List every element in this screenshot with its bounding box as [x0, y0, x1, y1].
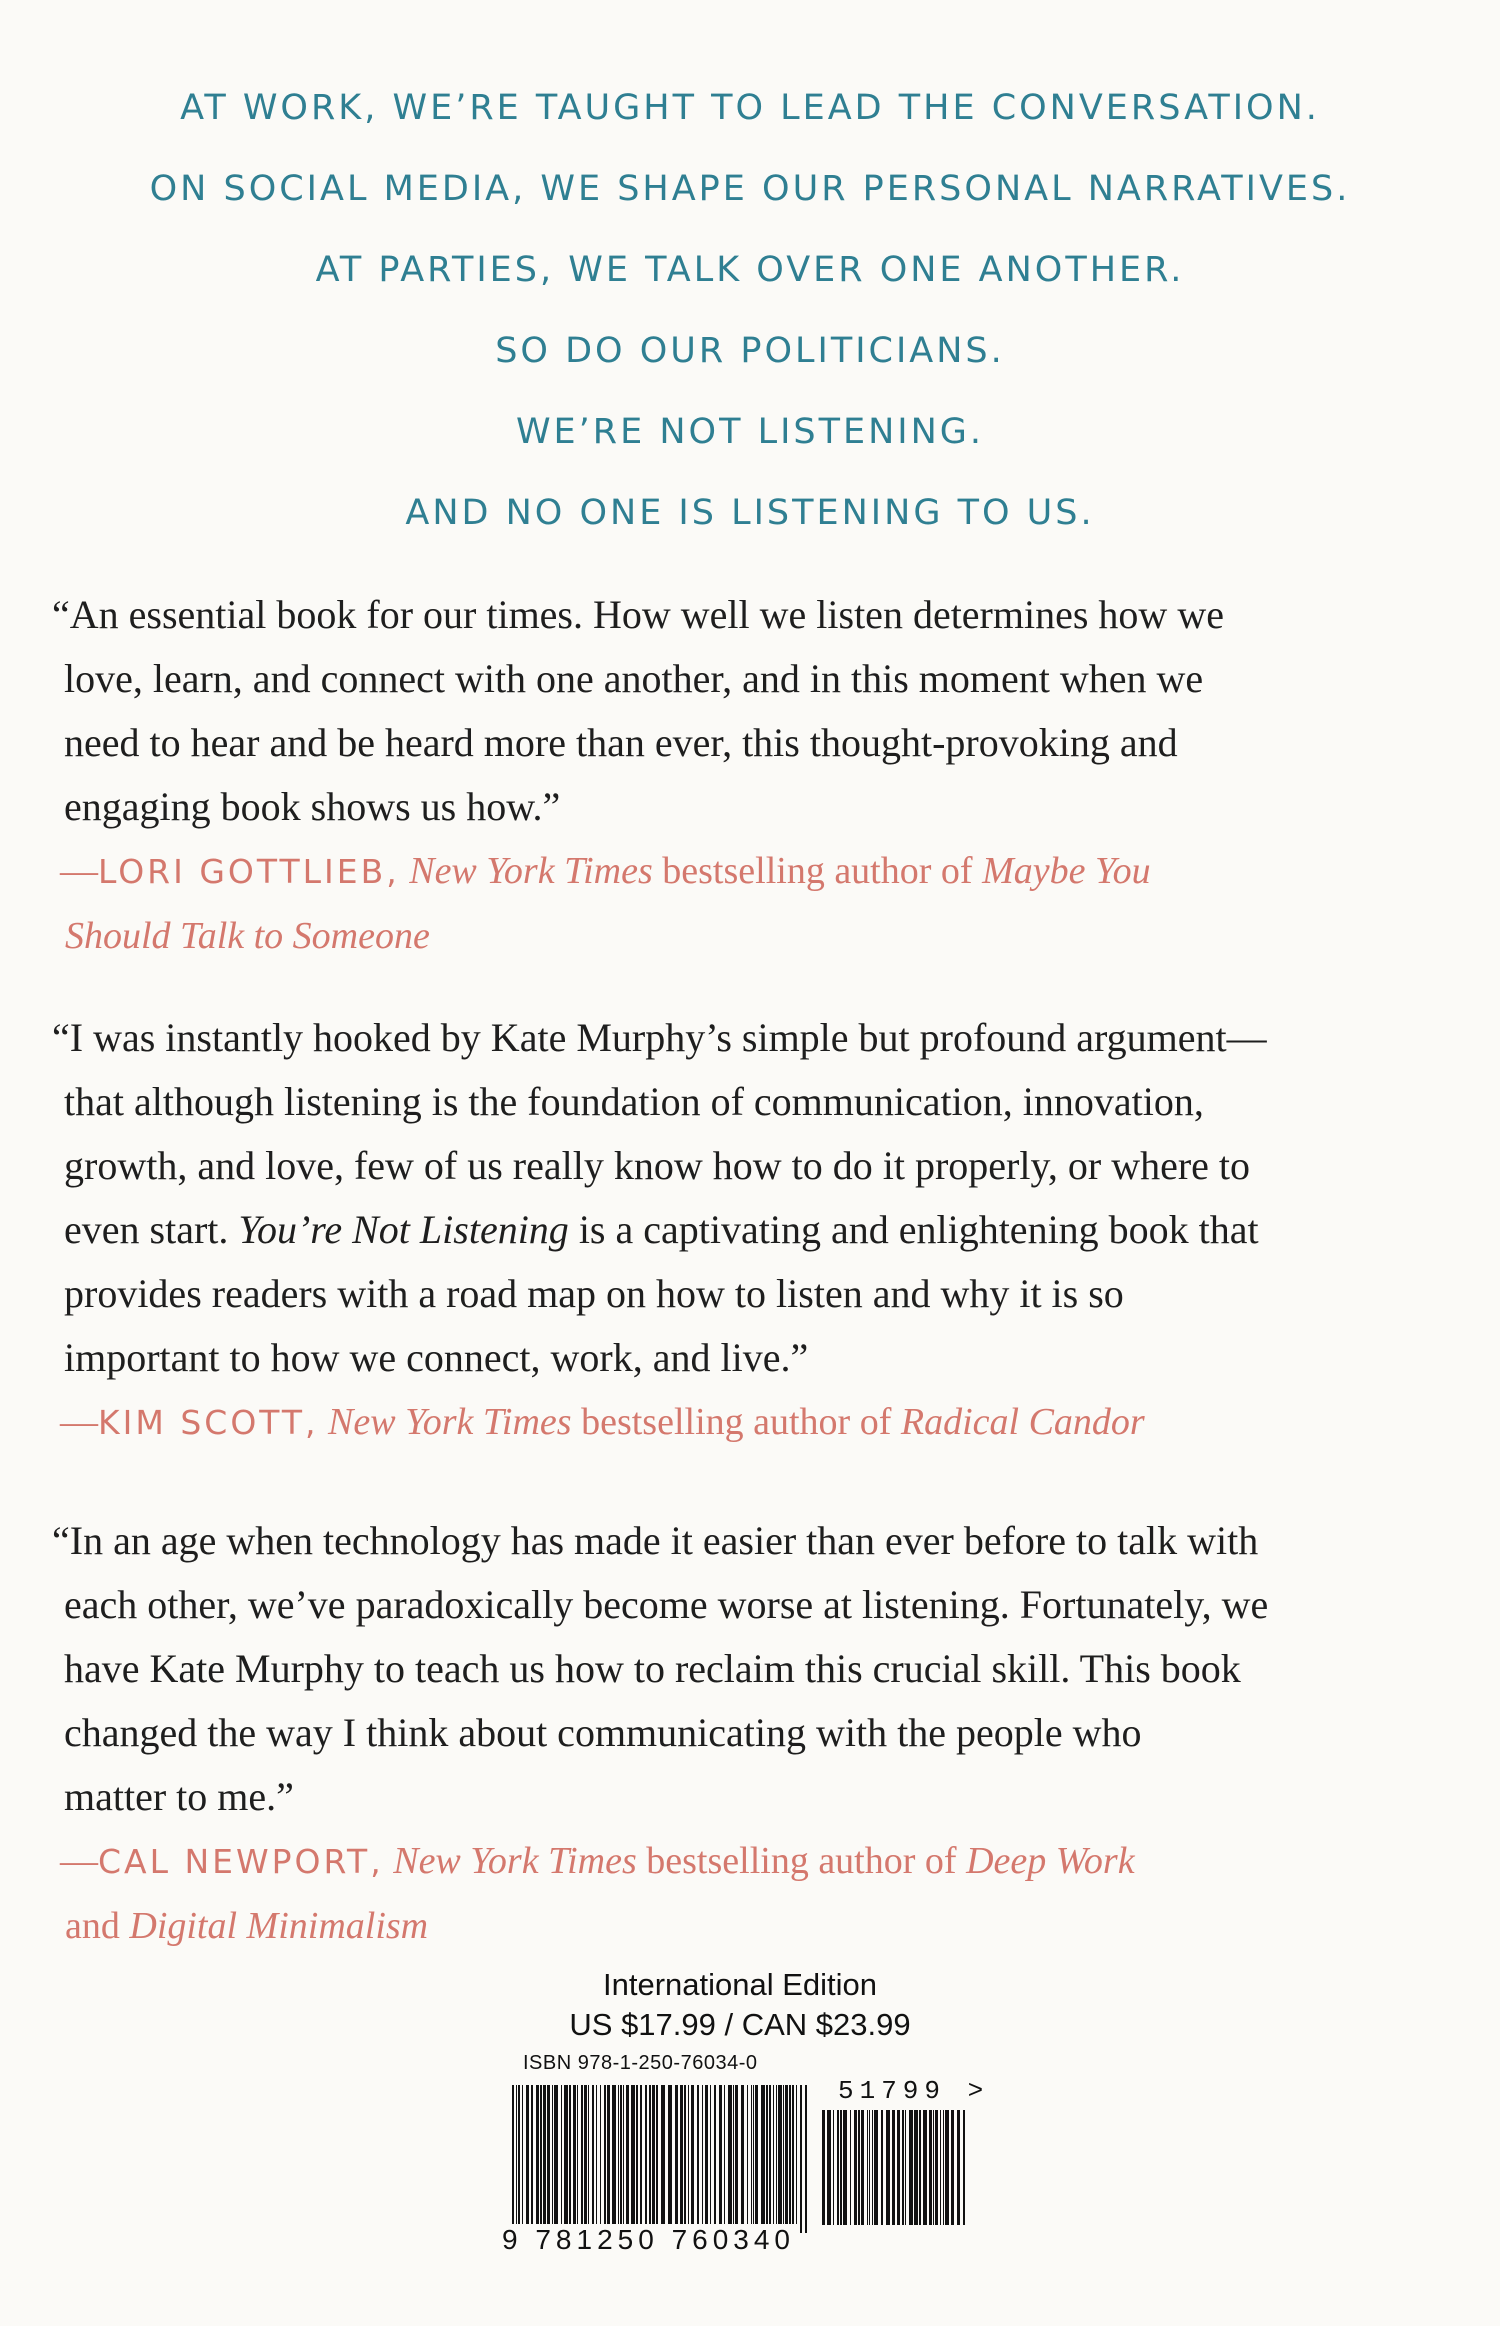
barcode-bar: [783, 2085, 784, 2225]
barcode-bar: [872, 2110, 873, 2225]
barcode-bar: [710, 2085, 711, 2225]
blurb-text: [52, 583, 1440, 839]
barcode-bar: [526, 2085, 529, 2225]
headline-line: AT WORK, WE’RE TAUGHT TO LEAD THE CONVERSATION.: [180, 88, 1320, 128]
barcode-bar: [612, 2085, 616, 2225]
blurb-line: [64, 1198, 1440, 1262]
barcode-bar: [652, 2085, 655, 2225]
barcode-bar: [923, 2110, 927, 2225]
barcode-bar: [554, 2085, 558, 2225]
headline-line: WE’RE NOT LISTENING.: [515, 412, 985, 452]
barcode-bar: [753, 2085, 754, 2225]
blurb-line: “I was instantly hooked by Kate Murphy’s simple but profound argument—: [52, 1015, 1267, 1060]
blurb-line-start: even start.: [64, 1207, 239, 1252]
barcode-bar: [600, 2085, 601, 2225]
barcode-bar: [789, 2085, 791, 2225]
barcode-bar: [929, 2110, 932, 2225]
barcode-bar: [531, 2085, 533, 2225]
barcode-bar: [796, 2085, 797, 2225]
barcode-bar: [905, 2110, 906, 2225]
attribution-name: LORI GOTTLIEB,: [98, 852, 400, 891]
barcode-bar: [649, 2085, 651, 2225]
barcode-bar: [516, 2085, 517, 2233]
barcode-bar: [858, 2110, 860, 2225]
barcode-bar: [512, 2085, 514, 2233]
headline-line: AND NO ONE IS LISTENING TO US.: [405, 493, 1095, 533]
attribution-dash: —: [60, 1401, 98, 1443]
barcode-bar: [761, 2085, 765, 2225]
attribution-work: Maybe You: [982, 850, 1151, 892]
barcode-bar: [645, 2085, 647, 2225]
attribution-work: Radical Candor: [900, 1401, 1145, 1443]
barcode-bar: [735, 2085, 738, 2225]
attribution-continued: [60, 1894, 1440, 1958]
blurb-scott: [52, 1006, 1440, 1455]
headline-line: AT PARTIES, WE TALK OVER ONE ANOTHER.: [315, 250, 1185, 290]
barcode-bar: [702, 2085, 703, 2225]
barcode-bar: [897, 2110, 900, 2225]
headline-block: [0, 68, 1500, 554]
barcode-bar: [592, 2085, 594, 2225]
barcode-bar: [547, 2085, 550, 2225]
barcode-bar: [886, 2110, 890, 2225]
blurb-line: matter to me.”: [64, 1774, 294, 1819]
attribution-source: New York Times: [328, 1401, 572, 1443]
blurb-line: love, learn, and connect with one another, and in this moment when we: [64, 656, 1204, 701]
barcode-bar: [596, 2085, 597, 2225]
barcode-bar: [741, 2085, 744, 2225]
barcode-bar: [945, 2110, 949, 2225]
headline-line: ON SOCIAL MEDIA, WE SHAPE OUR PERSONAL NARRATIVES.: [149, 169, 1351, 209]
blurb-line: that although listening is the foundation of communication, innovation,: [64, 1079, 1204, 1124]
barcode-bar: [951, 2110, 954, 2225]
barcode-bar: [581, 2085, 583, 2225]
blurb-line: important to how we connect, work, and live.”: [64, 1335, 809, 1380]
barcode-bar: [536, 2085, 539, 2225]
barcode-bar: [935, 2110, 938, 2225]
price-block: [520, 1965, 960, 2045]
blurb-attribution: [60, 1829, 1440, 1958]
barcode-bar: [618, 2085, 619, 2225]
barcode-bar: [623, 2085, 624, 2225]
blurb-line-end: is a captivating and enlightening book that: [568, 1207, 1259, 1252]
barcode-bar: [769, 2085, 771, 2225]
barcode-bar: [867, 2110, 868, 2225]
barcode-bar: [620, 2085, 622, 2225]
ean-digits: 9 781250 760340: [498, 2224, 799, 2256]
attribution-conjunction: and: [65, 1905, 130, 1947]
barcode-bar: [656, 2085, 658, 2233]
barcode-bar: [805, 2085, 807, 2233]
barcode-bar: [914, 2110, 918, 2225]
barcode-bar: [902, 2110, 904, 2225]
barcode-bar: [724, 2085, 725, 2225]
barcode-bar: [631, 2085, 635, 2225]
barcode-bar: [854, 2110, 857, 2225]
barcode-bar: [640, 2085, 642, 2225]
barcode-bar: [943, 2110, 944, 2225]
blurb-attribution: [60, 1390, 1440, 1455]
blurb-gottlieb: [52, 583, 1440, 968]
attribution-source: New York Times: [393, 1840, 637, 1882]
book-title-mention: You’re Not Listening: [238, 1207, 569, 1252]
barcode-bar: [552, 2085, 553, 2225]
barcode-bar: [714, 2085, 716, 2225]
blurb-line: need to hear and be heard more than ever, this thought-provoking and: [64, 720, 1178, 765]
blurb-line: growth, and love, few of us really know how to do it properly, or where to: [64, 1143, 1251, 1188]
barcode-bar: [733, 2085, 734, 2225]
barcode-bar: [963, 2110, 965, 2225]
blurb-line: engaging book shows us how.”: [64, 784, 561, 829]
blurb-line: “An essential book for our times. How well we listen determines how we: [52, 592, 1224, 637]
headline-line: SO DO OUR POLITICIANS.: [495, 331, 1005, 371]
barcode-bar: [705, 2085, 708, 2225]
barcode-bar: [778, 2085, 782, 2225]
blurb-line: have Kate Murphy to teach us how to reclaim this crucial skill. This book: [64, 1646, 1241, 1691]
attribution-dash: —: [60, 850, 98, 892]
barcode-bar: [843, 2110, 847, 2225]
blurb-line: each other, we’ve paradoxically become worse at listening. Fortunately, we: [64, 1582, 1269, 1627]
barcode-bar: [874, 2110, 878, 2225]
blurb-line: changed the way I think about communicating with the people who: [64, 1710, 1142, 1755]
ean-barcode: [510, 2085, 810, 2235]
barcode-bar: [747, 2085, 748, 2225]
barcode-bar: [728, 2085, 732, 2225]
blurb-attribution: [60, 839, 1440, 968]
barcode-bar: [691, 2085, 694, 2225]
barcode-bar: [522, 2085, 523, 2225]
blurb-text: [52, 1509, 1440, 1829]
barcode-bar: [540, 2085, 542, 2225]
blurb-text: [52, 1006, 1440, 1390]
barcode-bar: [577, 2085, 578, 2225]
barcode-bar: [569, 2085, 571, 2225]
barcode-bar: [940, 2110, 941, 2225]
barcode-bar: [840, 2110, 842, 2225]
barcode-bar: [792, 2085, 794, 2225]
barcode-bar: [607, 2085, 610, 2225]
barcode-bar: [751, 2085, 752, 2225]
barcode-bar: [837, 2110, 839, 2225]
blurb-newport: [52, 1509, 1440, 1958]
barcode-bar: [518, 2085, 520, 2233]
blurb-line: provides readers with a road map on how to listen and why it is so: [64, 1271, 1124, 1316]
barcode-bar: [561, 2085, 562, 2225]
barcode-bar: [573, 2085, 576, 2225]
attribution-role: bestselling author of: [571, 1401, 901, 1443]
barcode-bar: [892, 2110, 895, 2225]
barcode-bar: [827, 2110, 831, 2225]
barcode-bar: [626, 2085, 629, 2225]
attribution-dash: —: [60, 1840, 98, 1882]
barcode-bar: [584, 2085, 587, 2225]
barcode-bar: [773, 2085, 774, 2225]
barcode-bar: [822, 2110, 825, 2225]
barcode-bar: [543, 2085, 546, 2225]
barcode-bar: [957, 2110, 960, 2225]
price-label: US $17.99 / CAN $23.99: [569, 2007, 911, 2042]
barcode-bar: [766, 2085, 768, 2225]
barcode-bar: [661, 2085, 665, 2233]
barcode-bar: [697, 2085, 699, 2225]
barcode-bar: [755, 2085, 758, 2225]
barcode-bar: [833, 2110, 834, 2225]
barcode-bar: [861, 2110, 864, 2225]
barcode-bar: [564, 2085, 568, 2225]
edition-label: International Edition: [602, 1967, 878, 2002]
barcode-bar: [933, 2110, 934, 2225]
barcode-bar: [881, 2110, 883, 2225]
barcode-bar: [800, 2085, 802, 2233]
barcode-bar: [785, 2085, 788, 2225]
addon-digits: 51799 >: [838, 2076, 990, 2106]
blurb-line: “In an age when technology has made it easier than ever before to talk with: [52, 1518, 1259, 1563]
barcode-bar: [668, 2085, 672, 2225]
barcode-bar: [675, 2085, 678, 2225]
attribution-work: Digital Minimalism: [129, 1905, 429, 1947]
barcode-bar: [688, 2085, 689, 2225]
barcode-bar: [684, 2085, 686, 2225]
addon-barcode: [820, 2110, 970, 2230]
attribution-name: KIM SCOTT,: [98, 1403, 319, 1442]
barcode-bar: [919, 2110, 921, 2225]
attribution-source: New York Times: [409, 850, 653, 892]
barcode-bar: [680, 2085, 683, 2225]
attribution-role: bestselling author of: [636, 1840, 967, 1882]
attribution-work: Should Talk to Someone: [65, 915, 430, 957]
barcode-bar: [636, 2085, 638, 2225]
barcode-bar: [909, 2110, 913, 2225]
attribution-name: CAL NEWPORT,: [98, 1842, 384, 1881]
attribution-work: Deep Work: [966, 1840, 1135, 1882]
barcode-bar: [869, 2110, 870, 2225]
isbn-label: ISBN 978-1-250-76034-0: [523, 2052, 758, 2074]
barcode-bar: [776, 2085, 777, 2225]
barcode-bar: [719, 2085, 722, 2225]
barcode-bar: [604, 2085, 606, 2225]
attribution-role: bestselling author of: [652, 850, 983, 892]
barcode-bar: [850, 2110, 851, 2225]
barcode-bar: [588, 2085, 589, 2225]
